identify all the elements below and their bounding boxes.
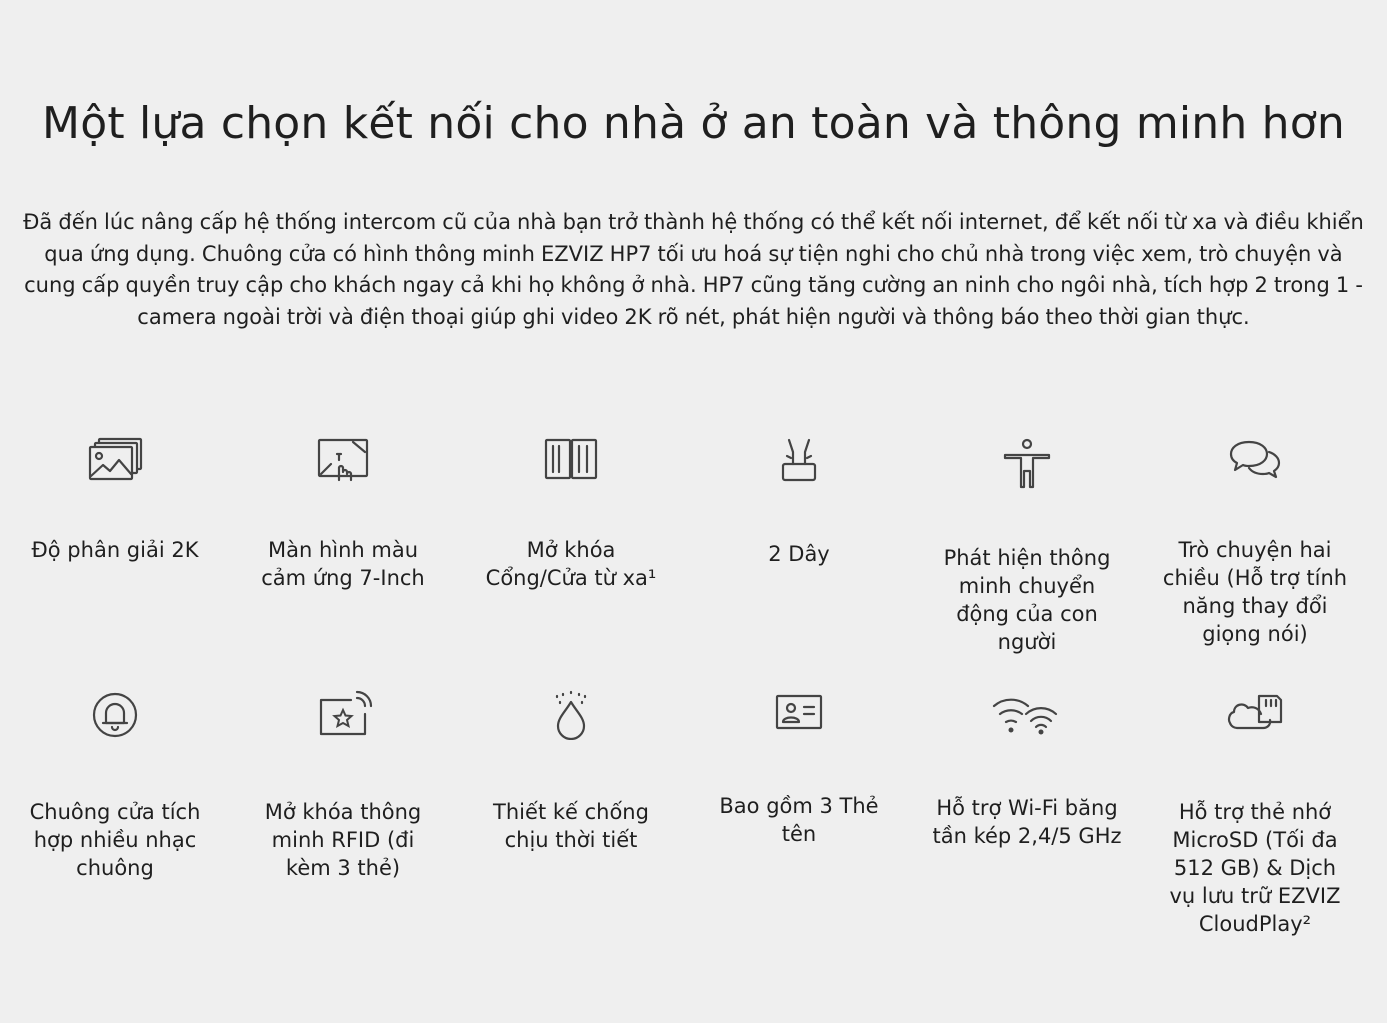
touch-screen-icon: [313, 434, 373, 484]
feature-rfid-unlock: [248, 690, 438, 882]
feature-label: Trò chuyện hai chiều (Hỗ trợ tính năng thay đổi giọng nói): [1162, 538, 1348, 646]
feature-two-wire: [704, 434, 894, 568]
feature-storage: [1160, 690, 1350, 938]
feature-two-way-talk: [1160, 434, 1350, 648]
wifi-dual-icon: [991, 690, 1063, 740]
feature-weatherproof: [476, 690, 666, 854]
feature-label: Chuông cửa tích hợp nhiều nhạc chuông: [29, 800, 201, 880]
rfid-card-icon: [313, 690, 373, 740]
human-figure-icon: [997, 434, 1057, 490]
feature-label: Mở khóa Cổng/Cửa từ xa¹: [485, 538, 657, 590]
page-title: Một lựa chọn kết nối cho nhà ở an toàn và thông minh hơn: [42, 98, 1345, 149]
feature-name-cards: [704, 690, 894, 848]
name-card-icon: [769, 690, 829, 740]
chat-bubbles-icon: [1225, 434, 1285, 484]
feature-label: Thiết kế chống chịu thời tiết: [493, 800, 649, 852]
bell-icon: [85, 690, 145, 740]
feature-label: Phát hiện thông minh chuyển động của con người: [943, 546, 1111, 654]
feature-label: Hỗ trợ thẻ nhớ MicroSD (Tối đa 512 GB) & Dịch vụ lưu trữ EZVIZ CloudPlay²: [1169, 800, 1341, 936]
feature-label: Hỗ trợ Wi-Fi băng tần kép 2,4/5 GHz: [932, 796, 1122, 848]
gate-door-icon: [541, 434, 601, 484]
feature-dual-band-wifi: [932, 690, 1122, 850]
feature-label: Mở khóa thông minh RFID (đi kèm 3 thẻ): [264, 800, 422, 880]
feature-human-detection: [932, 434, 1122, 656]
cloud-sd-icon: [1225, 690, 1285, 740]
feature-label: 2 Dây: [768, 542, 830, 566]
feature-chime: [20, 690, 210, 882]
feature-label: Độ phân giải 2K: [31, 538, 199, 562]
feature-resolution: [20, 434, 210, 564]
image-gallery-icon: [85, 434, 145, 484]
water-drop-icon: [541, 690, 601, 740]
intro-paragraph: Đã đến lúc nâng cấp hệ thống intercom cũ của nhà bạn trở thành hệ thống có thể kết nối internet, để kết nối từ xa và điều khiển qua ứng dụng. Chuông cửa có hình thông minh EZVIZ HP7 tối ưu hoá sự tiện nghi cho chủ nhà trong việc xem, trò chuyện và cung cấp quyền truy cập cho khách ngay cả khi họ không ở nhà. HP7 cũng tăng cường an ninh cho ngôi nhà, tích hợp 2 trong 1 - camera ngoài trời và điện thoại giúp ghi video 2K rõ nét, phát hiện người và thông báo theo thời gian thực.: [23, 210, 1364, 329]
feature-label: Màn hình màu cảm ứng 7-Inch: [261, 538, 425, 590]
feature-gate-unlock: [476, 434, 666, 592]
feature-label: Bao gồm 3 Thẻ tên: [719, 794, 879, 846]
feature-touch-screen: [248, 434, 438, 592]
two-wire-icon: [769, 434, 829, 484]
